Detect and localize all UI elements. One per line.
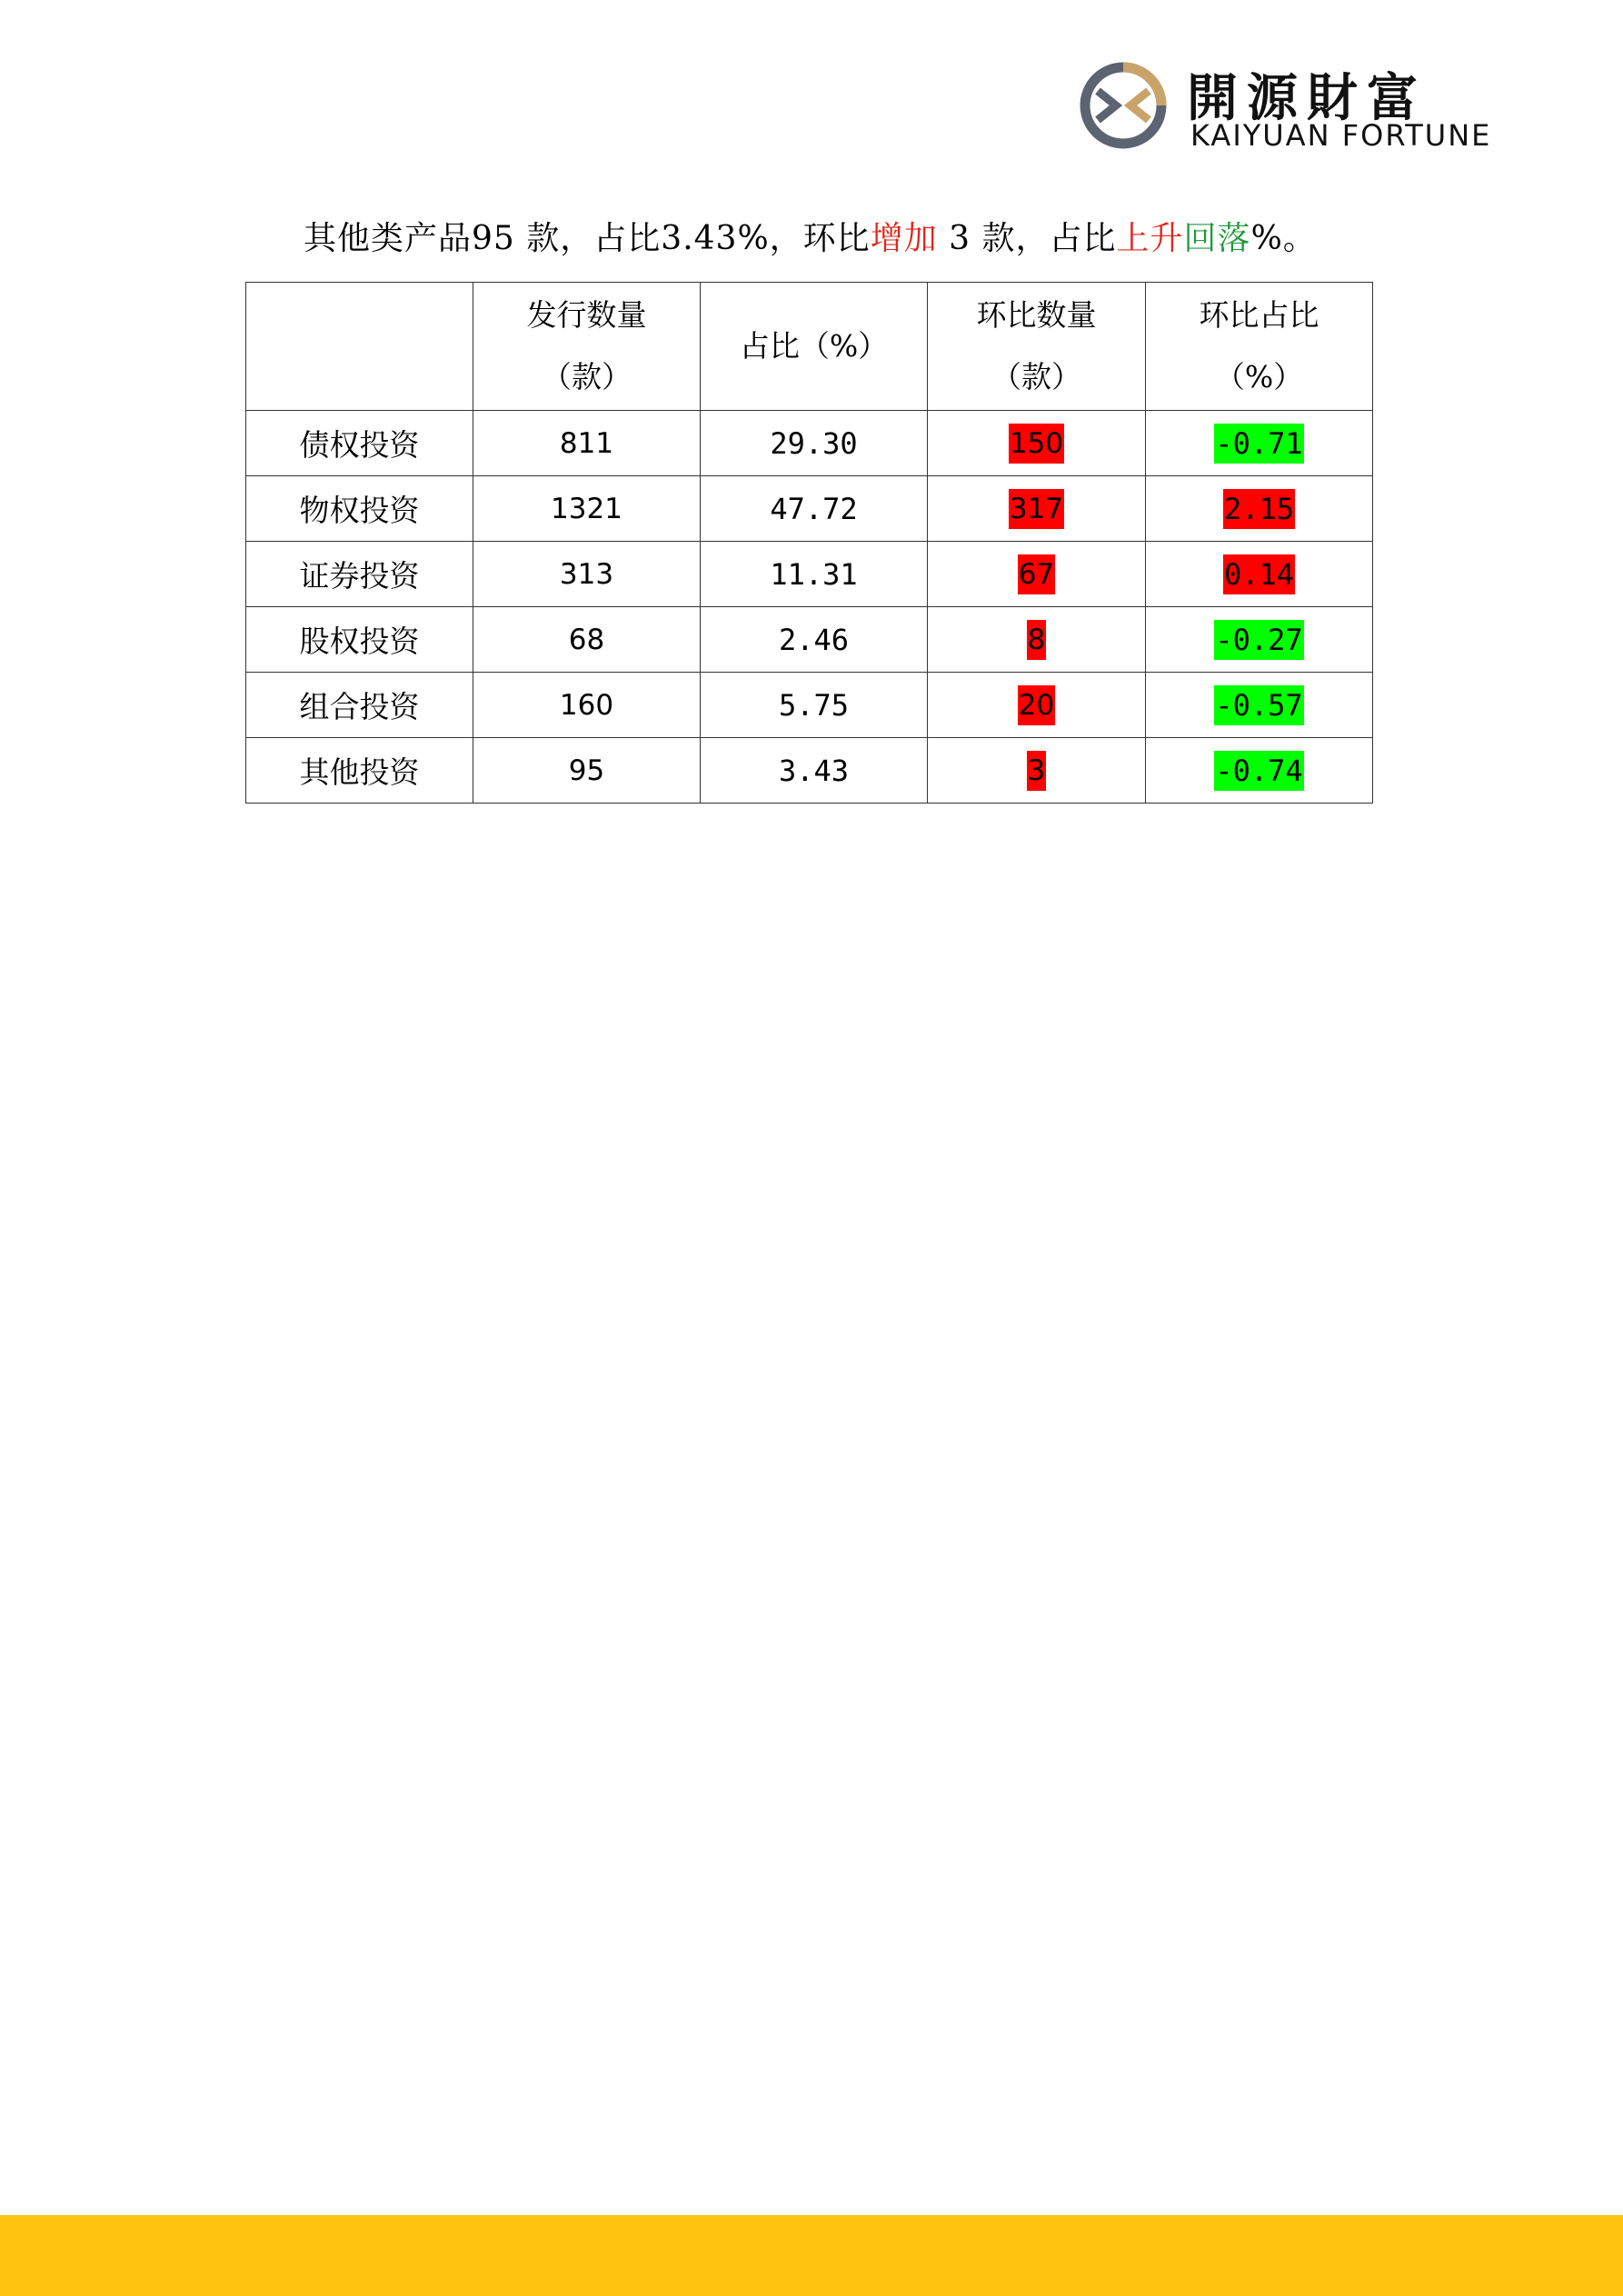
header-share: 占比（%）: [701, 283, 928, 411]
cell-qoq-share: -0.71: [1146, 411, 1373, 476]
footer-bar: [0, 2215, 1623, 2296]
cell-count: 68: [473, 607, 701, 673]
cell-qoq-share: -0.57: [1146, 673, 1373, 738]
cell-category: 证券投资: [246, 542, 473, 607]
cell-qoq-count: 150: [928, 411, 1146, 476]
summary-change-word: 增加: [870, 220, 938, 257]
cell-count: 160: [473, 673, 701, 738]
summary-change-count: 3: [949, 220, 971, 257]
table-row: [246, 673, 1373, 738]
table-row: [246, 411, 1373, 476]
table-row: [246, 542, 1373, 607]
cell-count: 811: [473, 411, 701, 476]
header-blank: [246, 283, 473, 411]
header-qoq-share: 环比占比 （%）: [1146, 283, 1373, 411]
table-row: [246, 607, 1373, 673]
cell-share: 47.72: [701, 476, 928, 542]
cell-share: 2.46: [701, 607, 928, 673]
cell-share: 5.75: [701, 673, 928, 738]
cell-qoq-count: 3: [928, 738, 1146, 804]
cell-count: 95: [473, 738, 701, 804]
brand-name-en: KAIYUAN FORTUNE: [1190, 118, 1492, 153]
cell-qoq-share: 0.14: [1146, 542, 1373, 607]
cell-category: 其他投资: [246, 738, 473, 804]
table-row: [246, 738, 1373, 804]
cell-share: 29.30: [701, 411, 928, 476]
cell-category: 组合投资: [246, 673, 473, 738]
summary-sentence: [304, 213, 1317, 259]
table-row: [246, 476, 1373, 542]
summary-fall-word: 回落: [1183, 220, 1251, 257]
cell-count: 313: [473, 542, 701, 607]
cell-qoq-share: -0.27: [1146, 607, 1373, 673]
product-category-table: [245, 282, 1373, 804]
cell-category: 债权投资: [246, 411, 473, 476]
brand-name-cn: 開源財富: [1187, 69, 1427, 128]
summary-part5: %。: [1250, 220, 1317, 257]
kaiyuan-logo-icon: [1078, 60, 1169, 151]
cell-qoq-count: 8: [928, 607, 1146, 673]
summary-part1: 其他类产品: [304, 220, 473, 257]
summary-count: 95: [472, 220, 515, 257]
summary-share: 3.43%: [661, 220, 770, 257]
brand-logo: [1078, 60, 1492, 160]
summary-part4: 款，占比: [981, 220, 1117, 257]
cell-qoq-count: 317: [928, 476, 1146, 542]
header-issue-count: 发行数量 （款）: [473, 283, 701, 411]
cell-category: 物权投资: [246, 476, 473, 542]
cell-qoq-count: 20: [928, 673, 1146, 738]
header-qoq-count: 环比数量 （款）: [928, 283, 1146, 411]
cell-qoq-share: 2.15: [1146, 476, 1373, 542]
cell-qoq-share: -0.74: [1146, 738, 1373, 804]
summary-part3: ，环比: [769, 220, 871, 257]
cell-count: 1321: [473, 476, 701, 542]
cell-share: 3.43: [701, 738, 928, 804]
summary-rise-word: 上升: [1116, 220, 1184, 257]
cell-category: 股权投资: [246, 607, 473, 673]
summary-part2: 款，占比: [526, 220, 662, 257]
table-header-row: [246, 283, 1373, 411]
cell-share: 11.31: [701, 542, 928, 607]
cell-qoq-count: 67: [928, 542, 1146, 607]
